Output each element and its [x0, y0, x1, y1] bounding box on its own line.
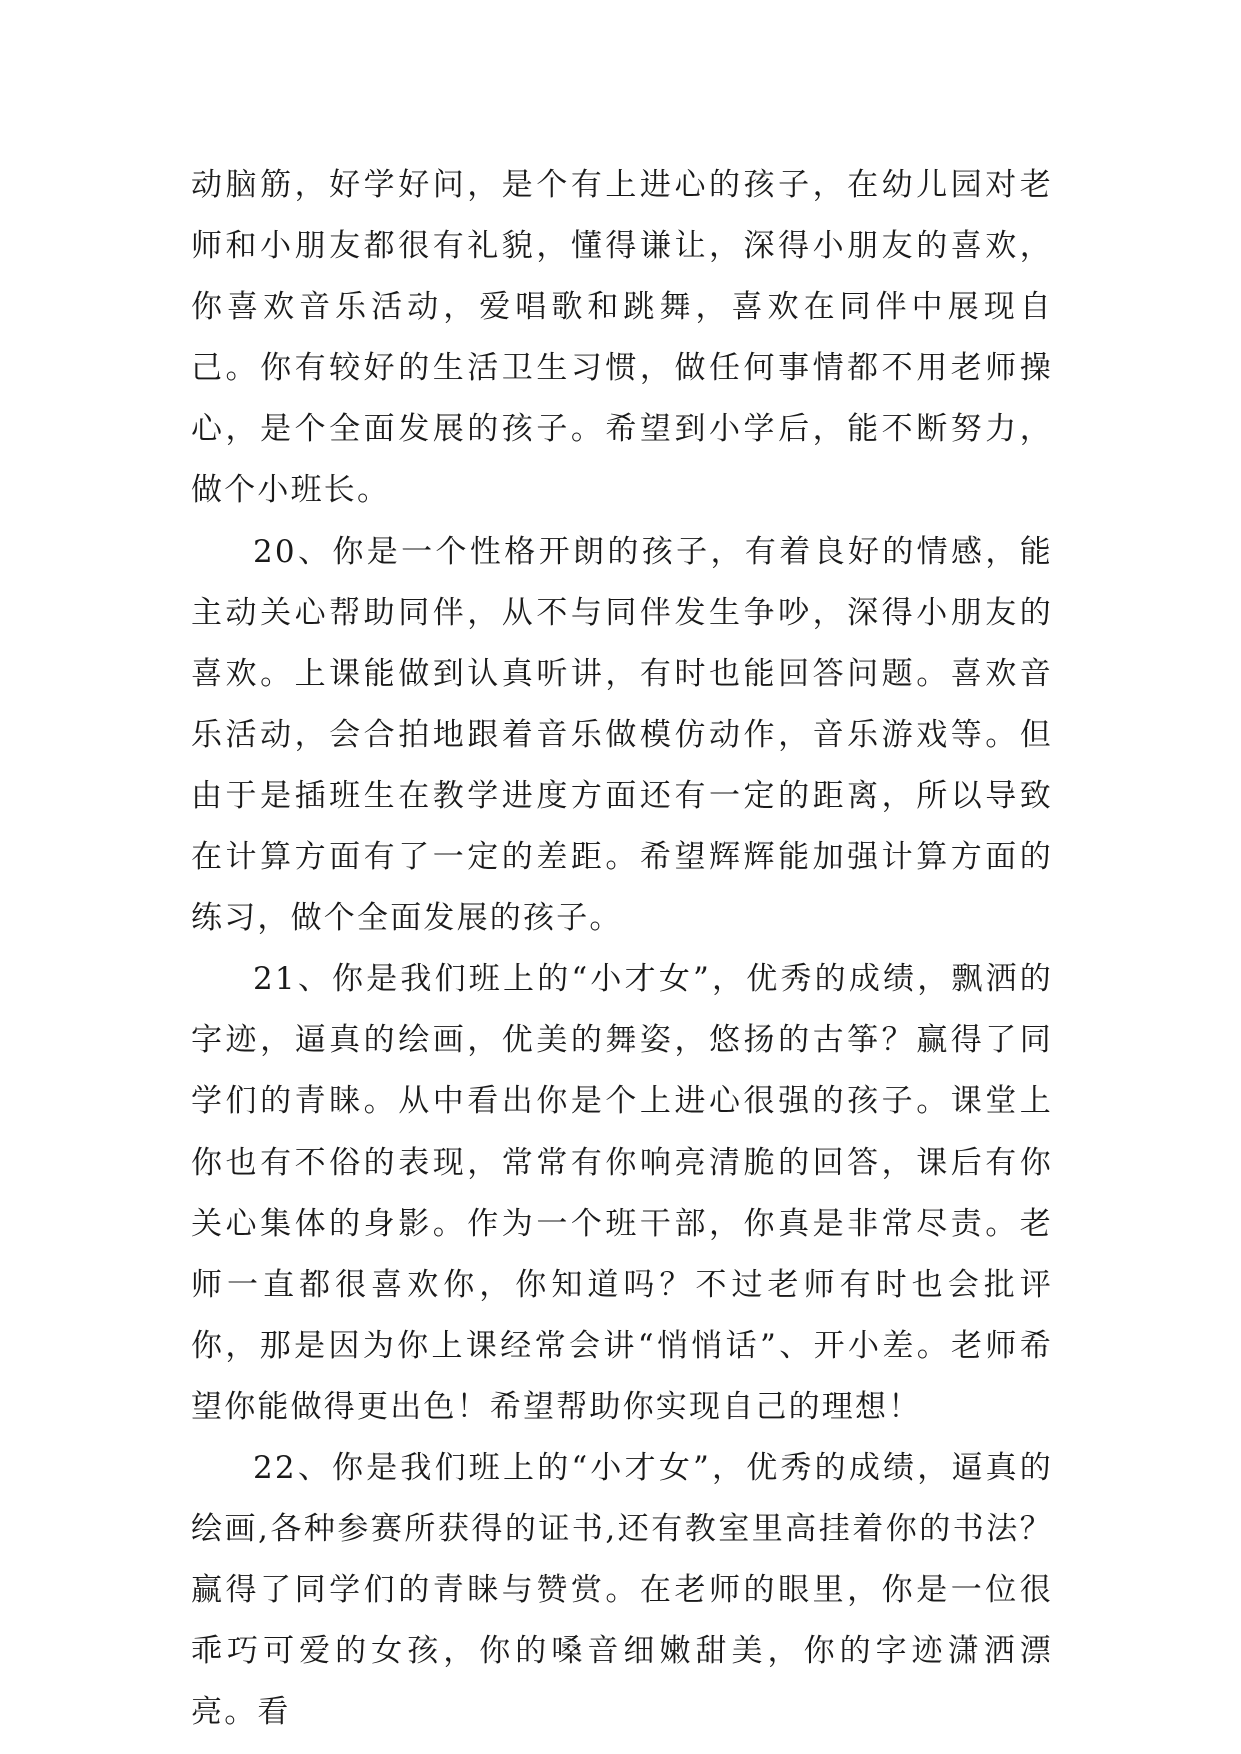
paragraph-item-22: 22、你是我们班上的“小才女”，优秀的成绩，逼真的绘画,各种参赛所获得的证书,还有教室里高挂着你的书法？赢得了同学们的青睐与赞赏。在老师的眼里，你是一位很乖巧可爱的女孩，你的嗓音细嫩甜美，你的字迹潇洒漂亮。看 — [191, 1449, 1053, 1731]
paragraph-continuation: 动脑筋，好学好问，是个有上进心的孩子，在幼儿园对老师和小朋友都很有礼貌，懂得谦让，深得小朋友的喜欢，你喜欢音乐活动，爱唱歌和跳舞，喜欢在同伴中展现自己。你有较好的生活卫生习惯，做任何事情都不用老师操心，是个全面发展的孩子。希望到小学后，能不断努力，做个小班长。 — [191, 167, 1053, 509]
document-body — [191, 155, 1053, 1743]
paragraph-item-21: 21、你是我们班上的“小才女”，优秀的成绩，飘洒的字迹，逼真的绘画，优美的舞姿，悠扬的古筝？赢得了同学们的青睐。从中看出你是个上进心很强的孩子。课堂上你也有不俗的表现，常常有你响亮清脆的回答，课后有你关心集体的身影。作为一个班干部，你真是非常尽责。老师一直都很喜欢你，你知道吗？不过老师有时也会批评你，那是因为你上课经常会讲“悄悄话”、开小差。老师希望你能做得更出色！希望帮助你实现自己的理想！ — [191, 961, 1053, 1425]
paragraph-item-20: 20、你是一个性格开朗的孩子，有着良好的情感，能主动关心帮助同伴，从不与同伴发生争吵，深得小朋友的喜欢。上课能做到认真听讲，有时也能回答问题。喜欢音乐活动，会合拍地跟着音乐做模仿动作，音乐游戏等。但由于是插班生在教学进度方面还有一定的距离，所以导致在计算方面有了一定的差距。希望辉辉能加强计算方面的练习，做个全面发展的孩子。 — [191, 533, 1053, 937]
